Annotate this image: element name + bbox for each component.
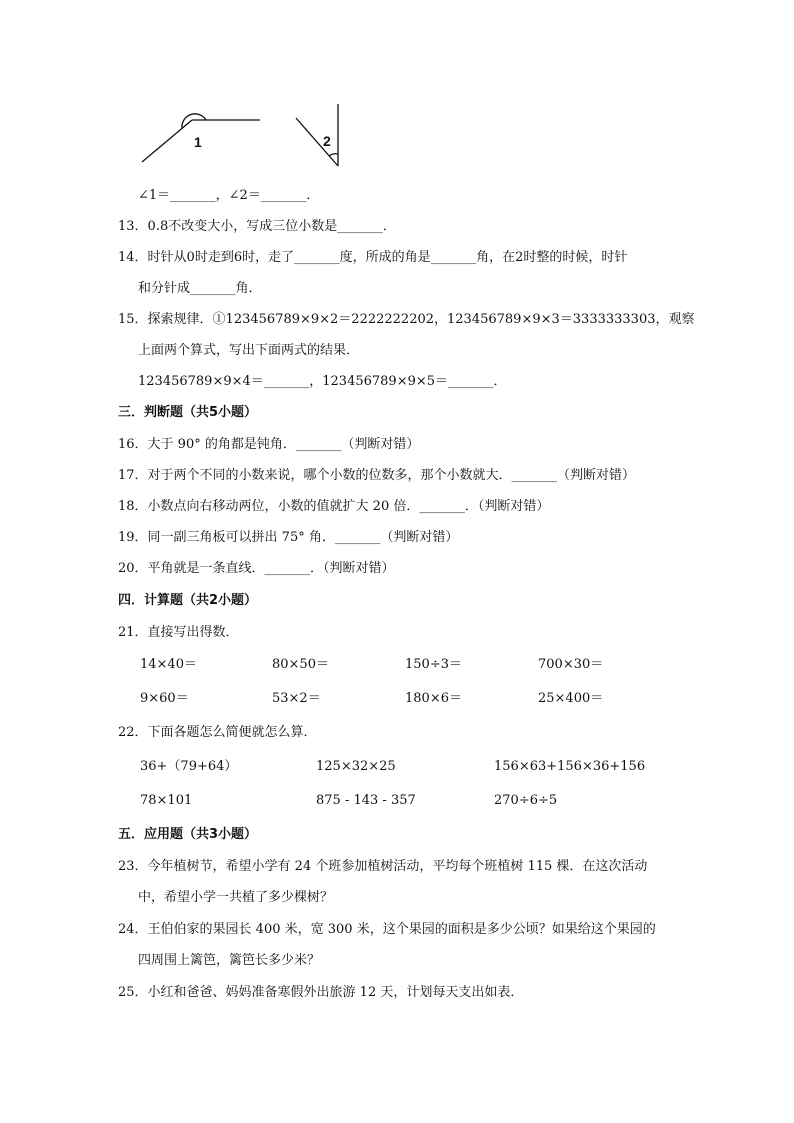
angle-2-label: 2 (323, 133, 331, 149)
section-4-title: 四．计算题（共2小题） (118, 593, 258, 608)
q22-item: 875 - 143 - 357 (316, 793, 416, 808)
q21-item: 14×40＝ (140, 657, 197, 672)
question-23-line2: 中，希望小学一共植了多少棵树？ (138, 890, 334, 905)
section-3-title: 三．判断题（共5小题） (118, 405, 258, 420)
angle-1-label: 1 (194, 134, 202, 150)
question-22-title: 22．下面各题怎么简便就怎么算． (118, 725, 317, 740)
q21-item: 53×2＝ (272, 691, 321, 706)
question-13: 13．0.8不改变大小，写成三位小数是_______． (118, 219, 396, 234)
q22-item: 36+（79+64） (140, 759, 238, 774)
section-5-title: 五．应用题（共3小题） (118, 827, 258, 842)
question-20: 20．平角就是一条直线．_______．（判断对错） (118, 561, 395, 576)
question-25: 25．小红和爸爸、妈妈准备寒假外出旅游 12 天，计划每天支出如表． (118, 985, 524, 1000)
question-14-line1: 14．时针从0时走到6时，走了_______度，所成的角是_______角，在2时整的时候，时针 (118, 250, 628, 265)
question-18: 18．小数点向右移动两位，小数的值就扩大 20 倍．_______．（判断对错） (118, 499, 550, 514)
angle-figure (130, 100, 360, 175)
question-19: 19．同一副三角板可以拼出 75° 角．_______（判断对错） (118, 530, 459, 545)
question-24-line1: 24．王伯伯家的果园长 400 米，宽 300 米，这个果园的面积是多少公顷？如果给这个果园的 (118, 922, 656, 937)
q22-item: 78×101 (140, 793, 193, 808)
q12-answer-line: ∠1＝_______，∠2＝_______． (138, 188, 320, 203)
angle-2-drawing (296, 104, 338, 166)
question-15-line1: 15．探索规律．①123456789×9×2＝2222222202，123456789×9×3＝3333333303，观察 (118, 312, 695, 327)
question-21-title: 21．直接写出得数． (118, 625, 239, 640)
question-17: 17．对于两个不同的小数来说，哪个小数的位数多，那个小数就大．_______（判断对错） (118, 468, 636, 483)
q21-item: 9×60＝ (140, 691, 189, 706)
question-16: 16．大于 90° 的角都是钝角．_______（判断对错） (118, 437, 420, 452)
question-14-line2: 和分针成_______角． (138, 281, 262, 296)
question-15-line2: 上面两个算式，写出下面两式的结果． (138, 343, 360, 358)
q21-item: 150÷3＝ (405, 657, 462, 672)
q22-item: 270÷6÷5 (494, 793, 558, 808)
question-23-line1: 23．今年植树节，希望小学有 24 个班参加植树活动，平均每个班植树 115 棵．在这次活动 (118, 859, 648, 874)
q21-item: 80×50＝ (272, 657, 329, 672)
q21-item: 700×30＝ (538, 657, 604, 672)
q22-item: 156×63+156×36+156 (494, 759, 646, 774)
question-24-line2: 四周围上篱笆，篱笆长多少米？ (138, 953, 321, 968)
q21-item: 180×6＝ (405, 691, 462, 706)
q22-item: 125×32×25 (316, 759, 396, 774)
q21-item: 25×400＝ (538, 691, 604, 706)
question-15-line3: 123456789×9×4＝_______，123456789×9×5＝_______． (138, 374, 507, 389)
